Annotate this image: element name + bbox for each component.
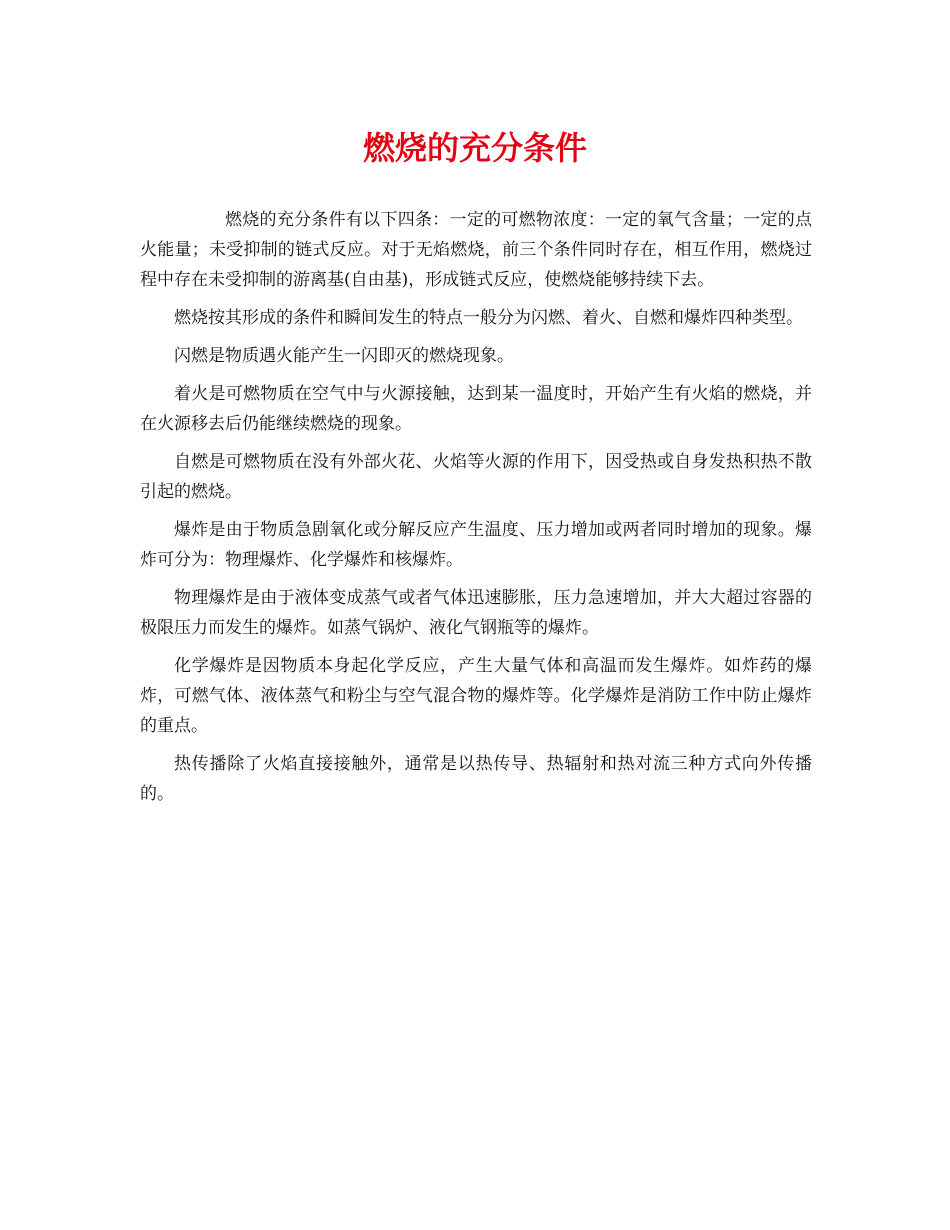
paragraph-3: 闪燃是物质遇火能产生一闪即灭的燃烧现象。 [174,346,514,366]
page-title: 燃烧的充分条件 [362,129,587,167]
paragraph-7: 物理爆炸是由于液体变成蒸气或者气体迅速膨胀，压力急速增加，并大大超过容器的极限压力而发生的爆炸。如蒸气锅炉、液化气钢瓶等的爆炸。 [140,588,812,638]
paragraph-8: 化学爆炸是因物质本身起化学反应，产生大量气体和高温而发生爆炸。如炸药的爆炸，可燃气体、液体蒸气和粉尘与空气混合物的爆炸等。化学爆炸是消防工作中防止爆炸的重点。 [140,656,812,736]
paragraph-4: 着火是可燃物质在空气中与火源接触，达到某一温度时，开始产生有火焰的燃烧，并在火源移去后仍能继续燃烧的现象。 [140,384,812,434]
paragraph-1: 燃烧的充分条件有以下四条：一定的可燃物浓度：一定的氧气含量；一定的点火能量；未受抑制的链式反应。对于无焰燃烧，前三个条件同时存在，相互作用，燃烧过程中存在未受抑制的游离基(自由基)，形成链式反应，使燃烧能够持续下去。 [140,210,812,290]
paragraph-6: 爆炸是由于物质急剧氧化或分解反应产生温度、压力增加或两者同时增加的现象。爆炸可分为：物理爆炸、化学爆炸和核爆炸。 [140,520,812,570]
paragraph-9: 热传播除了火焰直接接触外，通常是以热传导、热辐射和热对流三种方式向外传播的。 [140,754,812,804]
paragraph-2: 燃烧按其形成的条件和瞬间发生的特点一般分为闪燃、着火、自燃和爆炸四种类型。 [174,308,803,328]
paragraph-5: 自燃是可燃物质在没有外部火花、火焰等火源的作用下，因受热或自身发热积热不散引起的燃烧。 [140,452,812,502]
document-body [140,205,812,817]
